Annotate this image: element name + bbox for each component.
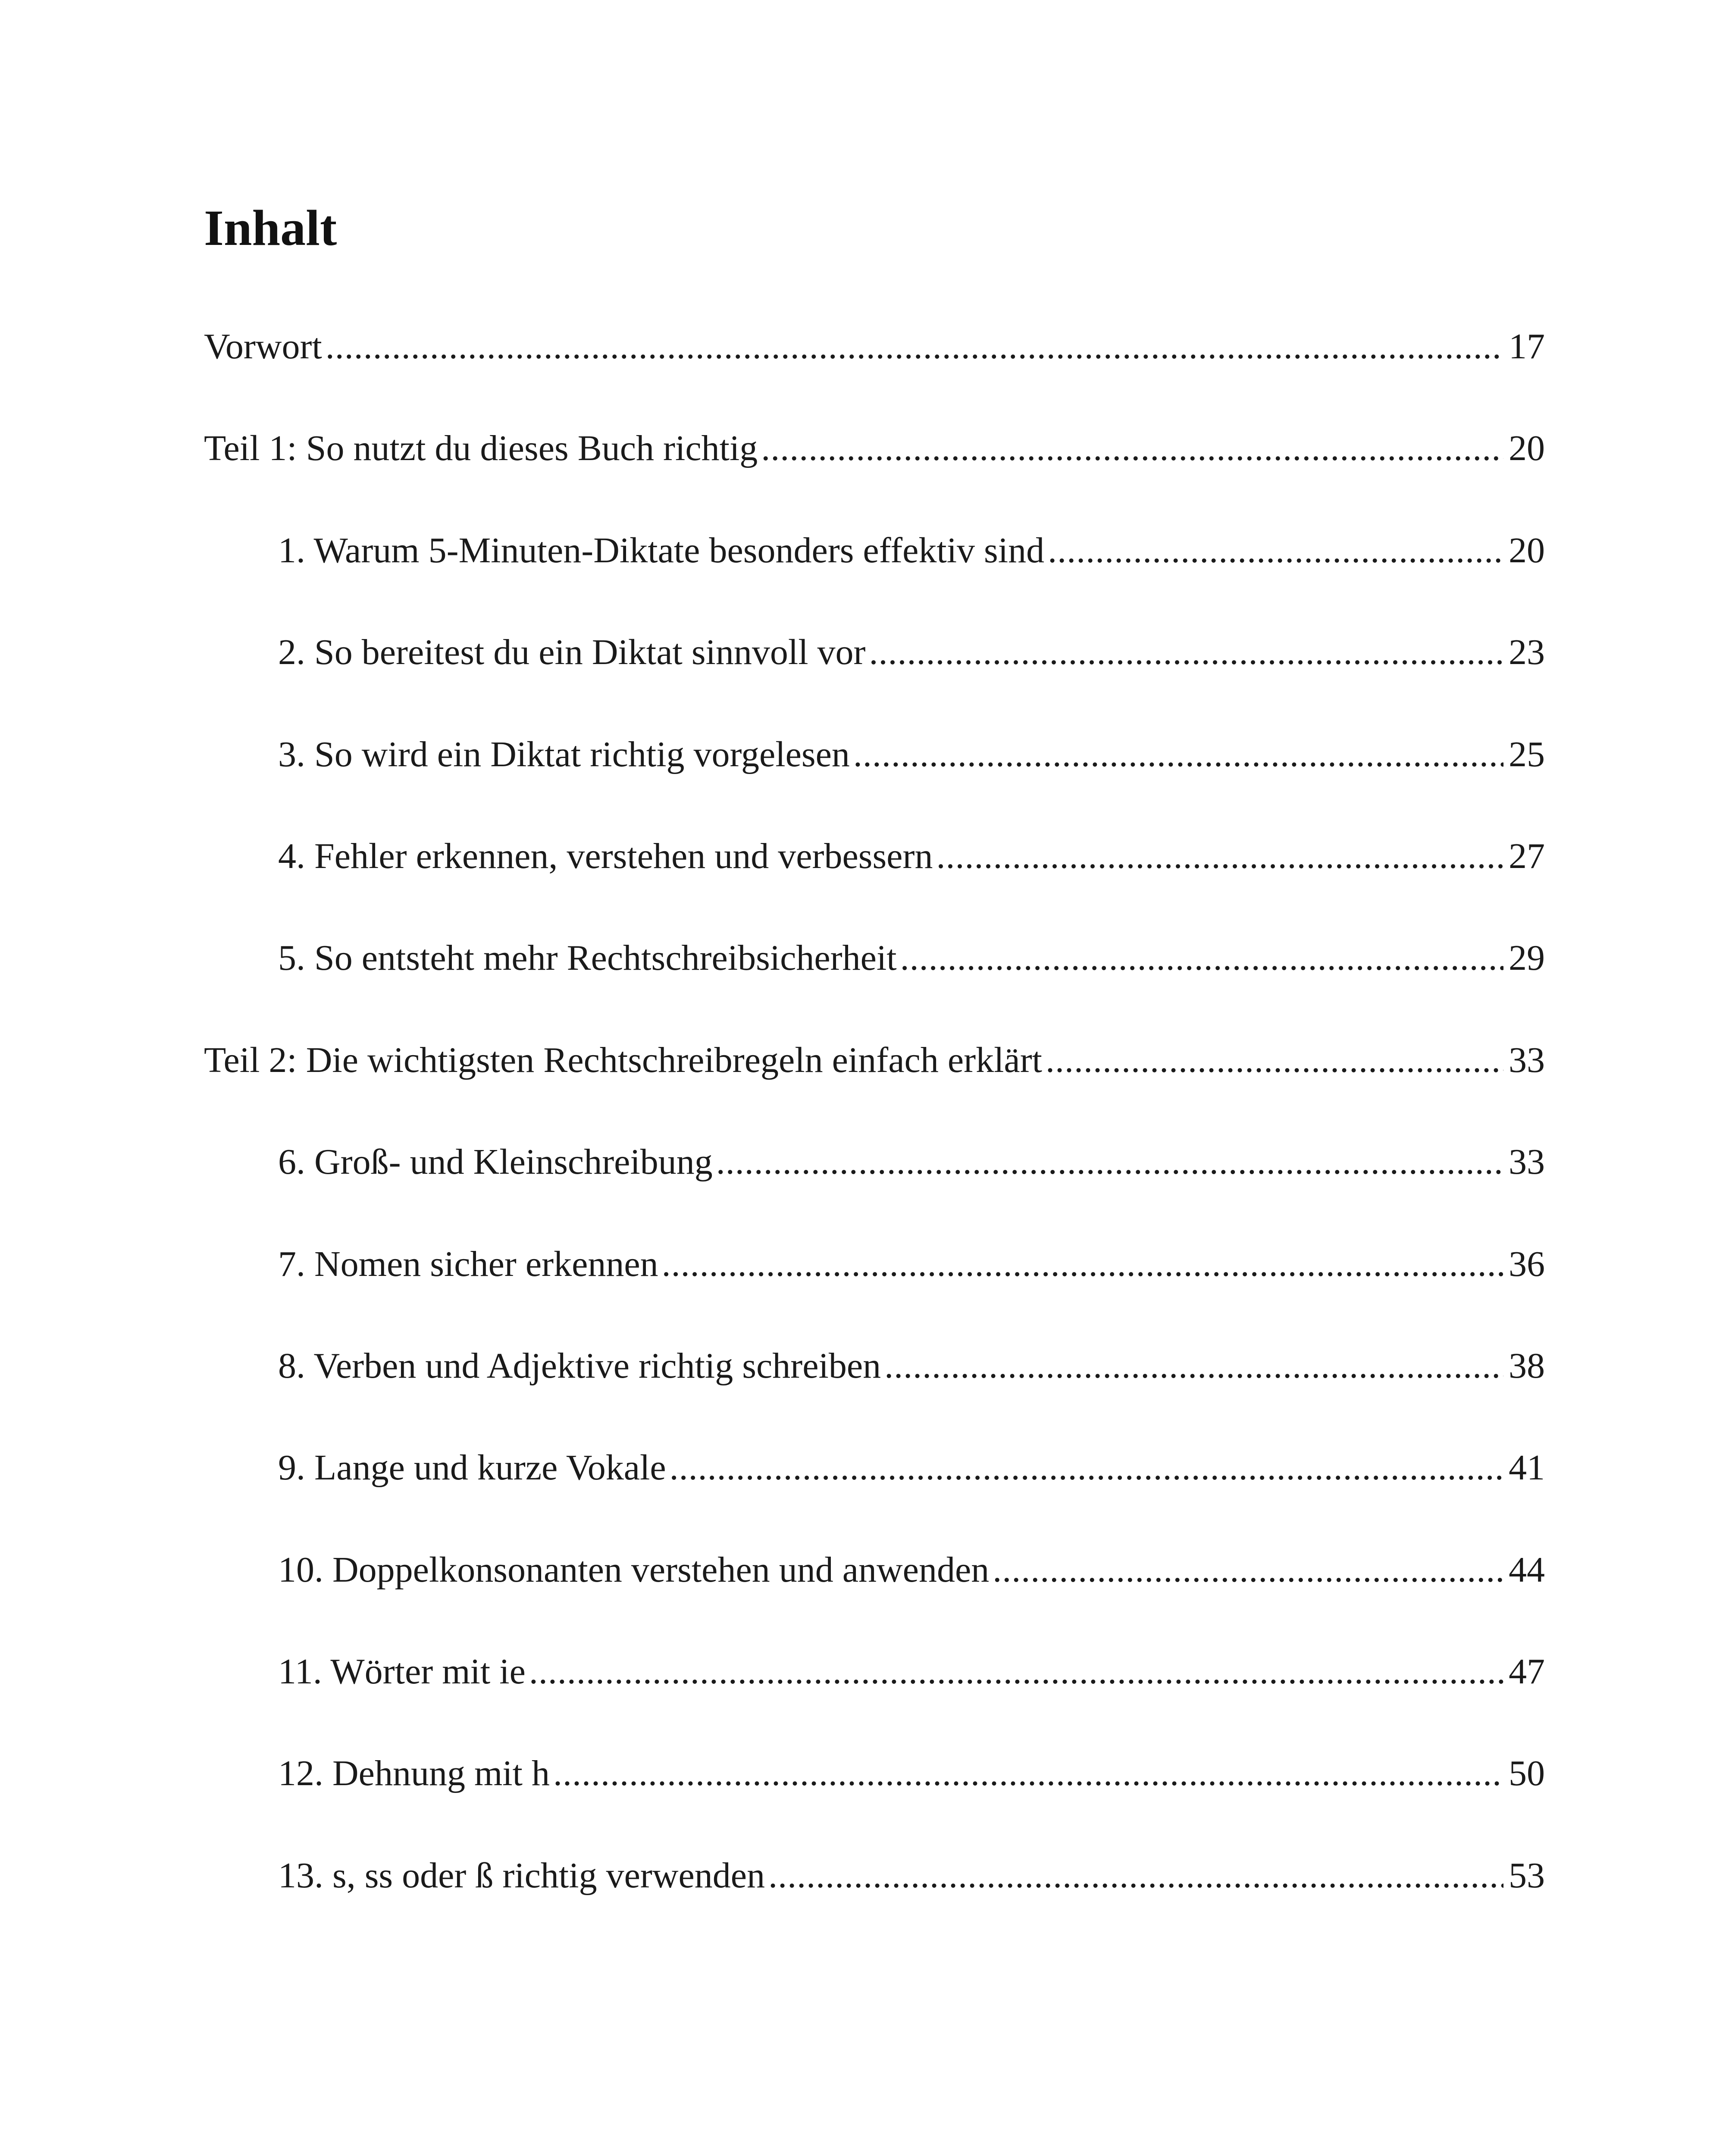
toc-entry-title: 7. Nomen sicher erkennen [278,1246,658,1284]
toc-page-number: 17 [1509,329,1545,367]
toc-dot-leader [1046,1042,1503,1078]
toc-page-number: 23 [1509,634,1545,673]
toc-dot-leader [1048,533,1503,569]
toc-dot-leader [869,634,1504,671]
toc-entry-title: 5. So entsteht mehr Rechtschreibsicherheit [278,940,897,978]
toc-entry-title: 11. Wörter mit ie [278,1654,526,1692]
toc-entry-chapter[interactable] [204,838,1545,940]
toc-dot-leader [993,1552,1503,1588]
toc-entry-title: 9. Lange und kurze Vokale [278,1450,666,1488]
toc-page-number: 50 [1509,1755,1545,1794]
toc-entry-chapter[interactable] [204,1552,1545,1654]
toc-entry-title: 12. Dehnung mit h [278,1755,550,1794]
toc-page-number: 25 [1509,736,1545,774]
toc-heading: Inhalt [204,200,337,256]
toc-page-number: 20 [1509,430,1545,469]
toc-entry-title: 6. Groß- und Kleinschreibung [278,1144,713,1182]
toc-entry-chapter[interactable] [204,1654,1545,1755]
toc-dot-leader [900,940,1503,976]
toc-entry-part[interactable] [204,430,1545,532]
toc-dot-leader [670,1450,1503,1486]
toc-entry-chapter[interactable] [204,1348,1545,1450]
toc-entry-title: 2. So bereitest du ein Diktat sinnvoll vor [278,634,866,673]
toc-page-number: 33 [1509,1042,1545,1080]
toc-dot-leader [529,1654,1503,1690]
toc-dot-leader [761,430,1503,467]
toc-entry-title: 3. So wird ein Diktat richtig vorgelesen [278,736,850,774]
toc-dot-leader [853,736,1503,773]
toc-entry-title: 1. Warum 5-Minuten-Diktate besonders effektiv sind [278,532,1045,570]
toc-entry-title: Teil 1: So nutzt du dieses Buch richtig [204,430,758,469]
toc-dot-leader [326,329,1503,365]
toc-page-number: 27 [1509,838,1545,876]
toc-entry-chapter[interactable] [204,634,1545,736]
toc-dot-leader [768,1858,1503,1894]
toc-entry-chapter[interactable] [204,1144,1545,1246]
toc-page-number: 20 [1509,532,1545,570]
toc-dot-leader [662,1246,1503,1282]
toc-entry-title: 10. Doppelkonsonanten verstehen und anwenden [278,1551,990,1590]
toc-entry-chapter[interactable] [204,1450,1545,1551]
toc-page-number: 53 [1509,1857,1545,1896]
toc-page-number: 36 [1509,1246,1545,1284]
toc-entry-title: 4. Fehler erkennen, verstehen und verbessern [278,838,933,876]
toc-dot-leader [553,1755,1503,1792]
toc-entry-part[interactable] [204,329,1545,430]
toc-entry-title: 13. s, ss oder ß richtig verwenden [278,1857,765,1896]
toc-entry-chapter[interactable] [204,736,1545,838]
toc-page-number: 41 [1509,1450,1545,1488]
toc-page-number: 38 [1509,1348,1545,1386]
toc-entry-chapter[interactable] [204,940,1545,1042]
toc-entry-chapter[interactable] [204,533,1545,634]
toc-entry-title: 8. Verben und Adjektive richtig schreiben [278,1348,881,1386]
toc-entry-chapter[interactable] [204,1755,1545,1857]
toc-page-number: 33 [1509,1144,1545,1182]
toc-entry-chapter[interactable] [204,1858,1545,1959]
toc-entry-title: Vorwort [204,329,322,367]
toc-dot-leader [884,1348,1503,1384]
toc-page-number: 44 [1509,1551,1545,1590]
toc-dot-leader [716,1144,1503,1180]
toc-page-number: 47 [1509,1654,1545,1692]
toc-dot-leader [936,838,1503,874]
toc-entry-title: Teil 2: Die wichtigsten Rechtschreibregeln einfach erklärt [204,1042,1043,1080]
table-of-contents [204,329,1545,1959]
toc-entry-part[interactable] [204,1042,1545,1144]
toc-page-number: 29 [1509,940,1545,978]
toc-entry-chapter[interactable] [204,1246,1545,1348]
